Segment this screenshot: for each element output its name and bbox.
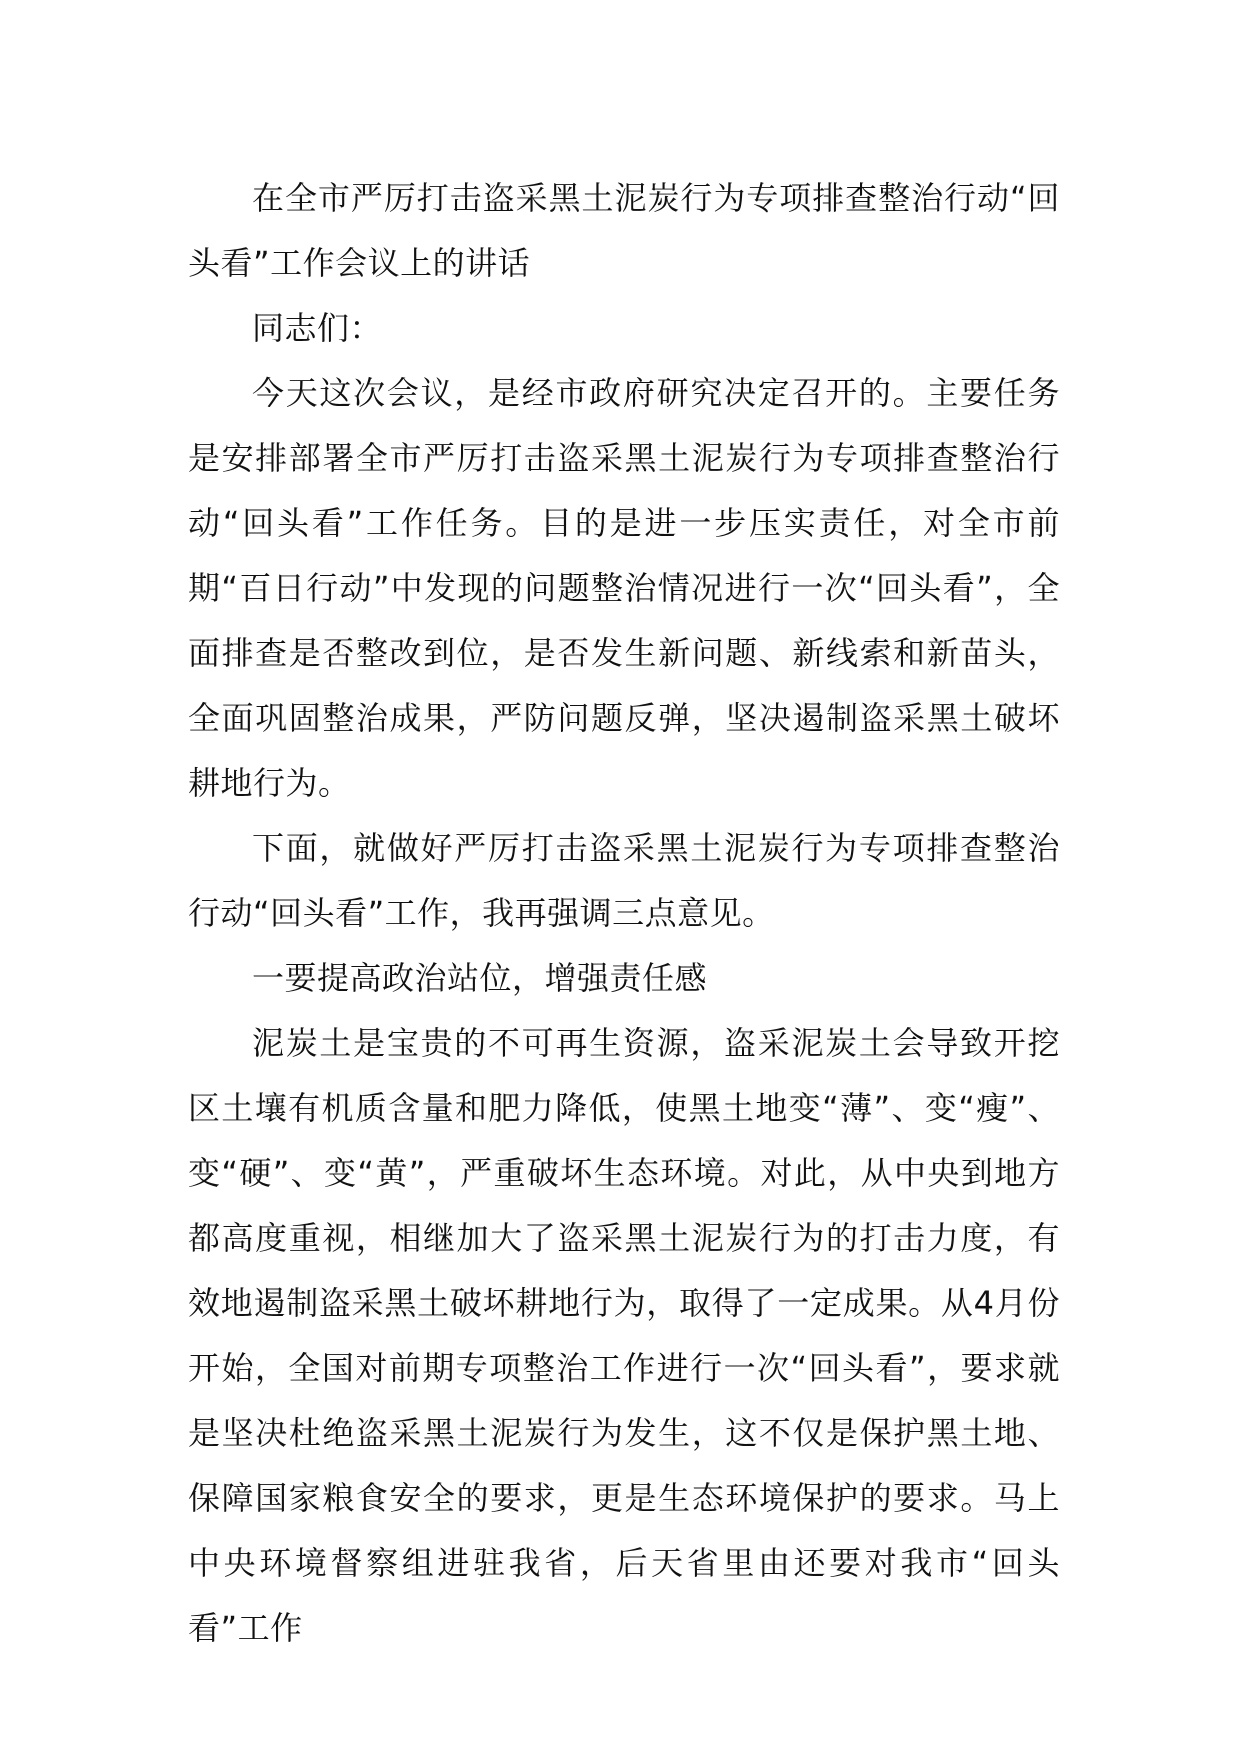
- body-paragraph-2: 下面，就做好严厉打击盗采黑土泥炭行为专项排查整治行动“回头看”工作，我再强调三点意见。: [188, 829, 1060, 932]
- document-title: 在全市严厉打击盗采黑土泥炭行为专项排查整治行动“回头看”工作会议上的讲话: [188, 179, 1060, 282]
- salutation: 同志们：: [252, 309, 383, 347]
- section-heading: 一要提高政治站位，增强责任感: [252, 959, 708, 997]
- section-paragraph: 泥炭土是宝贵的不可再生资源，盗采泥炭土会导致开挖区土壤有机质含量和肥力降低，使黑土地变“薄”、变“瘦”、变“硬”、变“黄”，严重破坏生态环境。对此，从中央到地方都高度重视，相继加大了盗采黑土泥炭行为的打击力度，有效地遏制盗采黑土破坏耕地行为，取得了一定成果。从4月份开始，全国对前期专项整治工作进行一次“回头看”，要求就是坚决杜绝盗采黑土泥炭行为发生，这不仅是保护黑土地、保障国家粮食安全的要求，更是生态环境保护的要求。马上中央环境督察组进驻我省，后天省里由还要对我市“回头看”工作: [188, 1024, 1060, 1647]
- body-paragraph-1: 今天这次会议，是经市政府研究决定召开的。主要任务是安排部署全市严厉打击盗采黑土泥炭行为专项排查整治行动“回头看”工作任务。目的是进一步压实责任，对全市前期“百日行动”中发现的问题整治情况进行一次“回头看”，全面排查是否整改到位，是否发生新问题、新线索和新苗头，全面巩固整治成果，严防问题反弹，坚决遏制盗采黑土破坏耕地行为。: [188, 374, 1060, 802]
- document-body: [188, 166, 1060, 1661]
